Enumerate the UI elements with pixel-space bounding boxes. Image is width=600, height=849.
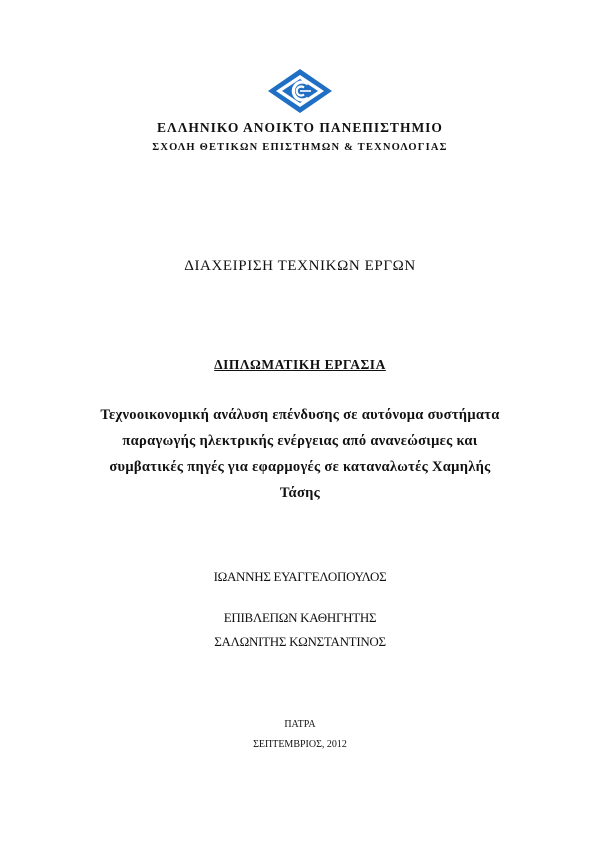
author-name: ΙΩΑΝΝΗΣ ΕΥΑΓΓΕΛΟΠΟΥΛΟΣ bbox=[213, 569, 387, 584]
program-name: ΔΙΑΧΕΙΡΙΣΗ ΤΕΧΝΙΚΩΝ ΕΡΓΩΝ bbox=[184, 258, 416, 274]
thesis-title-line: παραγωγής ηλεκτρικής ενέργειας από ανανεώσιμες και bbox=[122, 433, 478, 449]
date: ΣΕΠΤΕΜΒΡΙΟΣ, 2012 bbox=[253, 739, 347, 750]
supervisor-name: ΣΑΛΩΝΙΤΗΣ ΚΩΝΣΤΑΝΤΙΝΟΣ bbox=[214, 634, 386, 649]
university-logo-icon bbox=[267, 68, 333, 114]
university-name: ΕΛΛΗΝΙΚΟ ΑΝΟΙΚΤΟ ΠΑΝΕΠΙΣΤΗΜΙΟ bbox=[157, 120, 443, 135]
supervisor-label: ΕΠΙΒΛΕΠΩΝ ΚΑΘΗΓΗΤΗΣ bbox=[223, 610, 377, 625]
thesis-title-line: Τεχνοοικονομική ανάλυση επένδυσης σε αυτόνομα συστήματα bbox=[100, 407, 500, 423]
thesis-title-line: Τάσης bbox=[279, 485, 321, 501]
thesis-title-line: συμβατικές πηγές για εφαρμογές σε καταναλωτές Χαμηλής bbox=[109, 459, 491, 475]
thesis-title bbox=[60, 402, 540, 506]
document-type: ΔΙΠΛΩΜΑΤΙΚΗ ΕΡΓΑΣΙΑ bbox=[214, 357, 386, 372]
city: ΠΑΤΡΑ bbox=[284, 719, 316, 730]
school-name: ΣΧΟΛΗ ΘΕΤΙΚΩΝ ΕΠΙΣΤΗΜΩΝ & ΤΕΧΝΟΛΟΓΙΑΣ bbox=[152, 142, 448, 153]
